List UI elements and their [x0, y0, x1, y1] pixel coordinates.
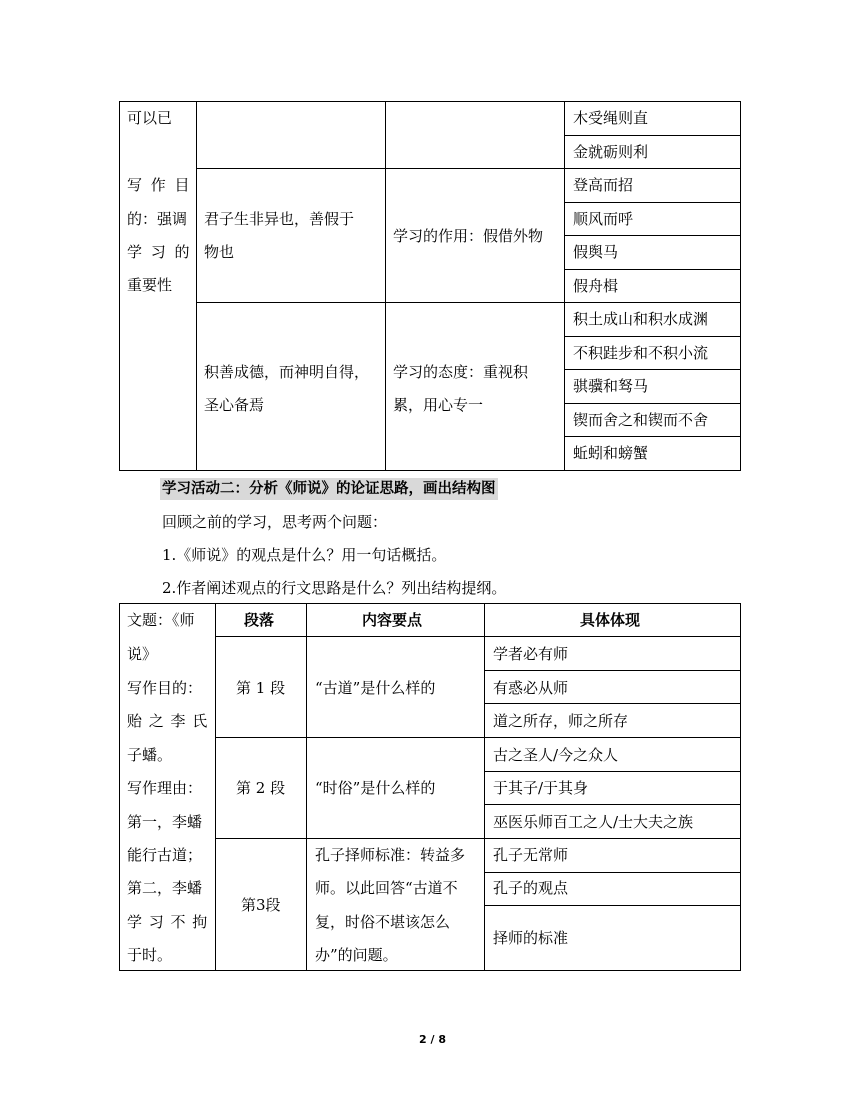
- table2-item: 于其子/于其身: [493, 779, 589, 797]
- table2-point: “古道”是什么样的: [315, 679, 436, 697]
- table1-example: 金就砺则利: [573, 143, 649, 161]
- table2-item: 孔子无常师: [493, 846, 569, 864]
- table2-left-line: 说》: [127, 645, 158, 663]
- activity-heading: 学习活动二：分析《师说》的论证思路，画出结构图: [160, 478, 498, 500]
- table2-left-line: 贻 之 李 氏: [127, 712, 209, 730]
- table1-quote: 物也: [204, 243, 235, 261]
- table2-left-line: 学 习 不 拘: [127, 913, 209, 931]
- table2-para: 第 2 段: [236, 779, 286, 797]
- table2-left-line: 第二，李蟠: [127, 879, 203, 897]
- table2-point: 办”的问题。: [315, 946, 398, 964]
- table2-point: 师。以此回答“古道不: [315, 879, 458, 897]
- table1-col1-line: 的：强调: [127, 210, 188, 228]
- table1-quote: 积善成德，而神明自得，: [204, 363, 370, 381]
- table2-item: 孔子的观点: [493, 879, 569, 897]
- table2-para: 第3段: [241, 896, 281, 914]
- table1-example: 登高而招: [573, 176, 634, 194]
- page-number: 2 / 8: [419, 1033, 446, 1046]
- table2-left-line: 第一，李蟠: [127, 813, 203, 831]
- table2-item: 道之所存，师之所存: [493, 712, 629, 730]
- table2-point: 复，时俗不堪该怎么: [315, 913, 451, 931]
- table2-header-para: 段落: [244, 611, 275, 629]
- table1-col1-line: 学 习 的: [127, 243, 192, 261]
- table1-quote: 圣心备焉: [204, 396, 265, 414]
- table2-left-line: 能行古道；: [127, 846, 203, 864]
- table1-point: 学习的态度：重视积: [393, 363, 529, 381]
- table1-example: 顺风而呼: [573, 210, 634, 228]
- table1-example: 假舟楫: [573, 277, 619, 295]
- table2-point: “时俗”是什么样的: [315, 779, 436, 797]
- table2-item: 有惑必从师: [493, 679, 569, 697]
- table2-header-point: 内容要点: [362, 611, 423, 629]
- table1-col1-line: 重要性: [127, 276, 173, 294]
- activity-intro: 回顾之前的学习，思考两个问题：: [162, 513, 388, 531]
- activity-question-1: 1.《师说》的观点是什么？用一句话概括。: [162, 546, 447, 564]
- table2-left-line: 于时。: [127, 946, 173, 964]
- table2-left-line: 文题：《师: [127, 611, 195, 629]
- table1-example: 积土成山和积水成渊: [573, 310, 709, 328]
- table2-item: 择师的标准: [493, 929, 569, 947]
- table1-example: 木受绳则直: [573, 109, 649, 127]
- activity-question-2: 2.作者阐述观点的行文思路是什么？列出结构提纲。: [162, 579, 507, 597]
- table1-example: 锲而舍之和锲而不舍: [573, 411, 709, 429]
- table2-left-line: 写作理由：: [127, 779, 203, 797]
- table1-col1-top: 可以已: [127, 109, 173, 127]
- table1-example: 假舆马: [573, 243, 619, 261]
- table2-item: 巫医乐师百工之人/士大夫之族: [493, 813, 694, 831]
- table2-item: 古之圣人/今之众人: [493, 746, 619, 764]
- table2-item: 学者必有师: [493, 645, 569, 663]
- table1-example: 骐骥和驽马: [573, 377, 649, 395]
- table1-col1-line: 写 作 目: [127, 176, 192, 194]
- table2-left-line: 子蟠。: [127, 746, 173, 764]
- table1-quote: 君子生非异也，善假于: [204, 210, 355, 228]
- table1-point: 学习的作用：假借外物: [393, 227, 544, 245]
- table2-left-line: 写作目的：: [127, 679, 203, 697]
- table2-para: 第 1 段: [236, 679, 286, 697]
- table1-example: 蚯蚓和螃蟹: [573, 444, 649, 462]
- table2-header-detail: 具体体现: [580, 611, 641, 629]
- table1-example: 不积跬步和不积小流: [573, 344, 709, 362]
- table2-point: 孔子择师标准：转益多: [315, 846, 466, 864]
- table1-point: 累，用心专一: [393, 396, 484, 414]
